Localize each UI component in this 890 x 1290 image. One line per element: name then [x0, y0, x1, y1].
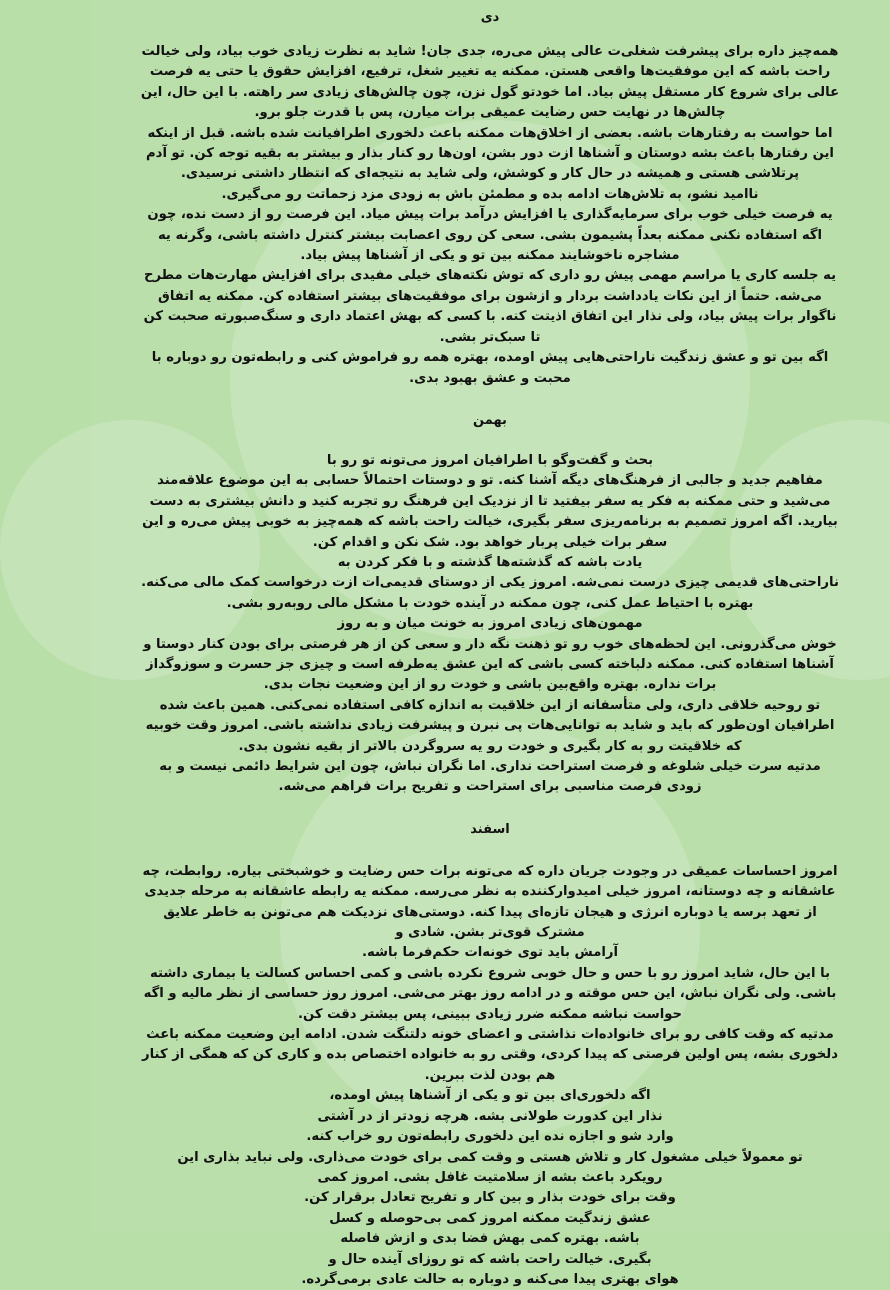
month-title: بهمن	[473, 412, 507, 428]
paragraph: باشه. بهتره کمی بهش فضا بدی و ازش فاصله	[340, 1231, 640, 1247]
paragraph: مهمون‌های زیادی امروز به خونت میان و به روز	[337, 616, 643, 632]
section-bahman	[140, 411, 840, 798]
paragraph: رویکرد باعث بشه از سلامتیت غافل بشی. امروز کمی	[317, 1169, 663, 1185]
section-esfand	[140, 820, 840, 1290]
paragraph: بحث و گفت‌وگو با اطرافیان امروز می‌تونه تو رو با	[326, 452, 654, 468]
paragraph: آرامش باید توی خونه‌ات حکم‌فرما باشه.	[361, 945, 619, 961]
paragraph: مدتیه که وقت کافی رو برای خانواده‌ات نذاشتی و اعضای خونه دلتنگت شدن. ادامه این وضعیت ممکنه باعث دلخوری بشه، پس اولین فرصتی که پیدا کردی، وقتی رو به خانواده اختصاص بده و کاری کن که همگی از کنار هم بودن لذت ببرین.	[142, 1027, 838, 1083]
paragraph: امروز احساسات عمیقی در وجودت جریان داره که می‌تونه برات حس رضایت و خوشبختی بیاره. روابطت، چه عاشقانه و چه دوستانه، امروز خیلی امیدوارکننده به نظر می‌رسه. ممکنه یه رابطه عاشقانه به مرحله جدیدی از تعهد برسه یا دوباره انرژی و هیجان تازه‌ای پیدا کنه. دوستی‌های نزدیکت هم می‌تونن به خاطر علایق مشترک قوی‌تر بشن. شادی و	[142, 863, 838, 941]
paragraph: اگه دلخوری‌ای بین تو و یکی از آشناها پیش اومده،	[329, 1088, 651, 1104]
paragraph: اگه بین تو و عشق زندگیت ناراحتی‌هایی پیش اومده، بهتره همه رو فراموش کنی و رابطه‌تون رو دوباره با محبت و عشق بهبود بدی.	[151, 350, 829, 386]
paragraph: خوش می‌گذرونی. این لحظه‌های خوب رو تو ذهنت نگه دار و سعی کن از هر فرصتی برای بودن کنار دوستا و آشناها استفاده کنی. ممکنه دلباخته کسی باشی که این عشق یه‌طرفه است و چیزی جز حسرت و سوزوگداز برات نداره. بهتره واقع‌بین باشی و خودت رو از این وضعیت نجات بدی.	[143, 636, 837, 693]
paragraph: عشق زندگیت ممکنه امروز کمی بی‌حوصله و کسل	[329, 1210, 651, 1226]
paragraph: نذار این کدورت طولانی بشه. هرچه زودتر از در آشتی	[317, 1108, 663, 1124]
paragraph: همه‌چیز داره برای پیشرفت شغلی‌ت عالی پیش می‌ره، جدی جان! شاید به نظرت زیادی خوب بیاد، ولی خیالت راحت باشه که این موفقیت‌ها واقعی هستن. ممکنه یه تغییر شغل، ترفیع، افزایش حقوق یا حتی یه فرصت عالی برای شروع کار مستقل پیش بیاد. اما خودتو گول نزن، چون چالش‌های زیادی سر راهته. با این حال، این چالش‌ها در نهایت حس رضایت عمیقی برات میارن، پس با قدرت جلو برو.	[140, 44, 840, 121]
horoscope-text	[140, 8, 840, 1290]
paragraph: یه جلسه کاری یا مراسم مهمی پیش رو داری که توش نکته‌های خیلی مفیدی برای افزایش مهارت‌هات مطرح می‌شه. حتماً از این نکات یادداشت بردار و ازشون برای موفقیت‌های بیشتر استفاده کن. ممکنه یه اتفاق ناگوار برات پیش بیاد، ولی نذار این اتفاق اذیتت کنه. با کسی که بهش اعتماد داری و سنگ‌صبورته صحبت کن تا سبک‌تر بشی.	[143, 268, 837, 345]
paragraph: اما حواست به رفتارهات باشه. بعضی از اخلاق‌هات ممکنه باعث دلخوری اطرافیانت شده باشه. قبل از اینکه این رفتارها باعث بشه دوستان و آشناها ازت دور بشن، اون‌ها رو کنار بذار و بیشتر به بقیه توجه کن. تو آدم پرتلاشی هستی و همیشه در حال کار و کوشش، ولی شاید به نتیجه‌ای که انتظار داشتی نرسیدی.	[146, 125, 834, 182]
section-dey	[140, 8, 840, 389]
month-title: دی	[480, 10, 500, 25]
paragraph: ناامید نشو، به تلاش‌هات ادامه بده و مطمئن باش به زودی مزد زحماتت رو می‌گیری.	[221, 186, 759, 202]
paragraph: تو روحیه خلاقی داری، ولی متأسفانه از این خلاقیت به اندازه کافی استفاده نمی‌کنی. همین باعث شده اطرافیان اون‌طور که باید و شاید به توانایی‌هات پی نبرن و پیشرفت زیادی نداشته باشی. امروز وقت خوبیه که خلاقیتت رو به کار بگیری و خودت رو یه سروگردن بالاتر از بقیه نشون بدی.	[145, 697, 835, 754]
month-title: اسفند	[470, 821, 510, 837]
paragraph: ناراحتی‌های قدیمی چیزی درست نمی‌شه. امروز یکی از دوستای قدیمی‌ات ازت درخواست کمک مالی می‌کنه. بهتره با احتیاط عمل کنی، چون ممکنه در آینده خودت با مشکل مالی روبه‌رو بشی.	[141, 575, 839, 611]
paragraph: وقت برای خودت بذار و بین کار و تفریح تعادل برقرار کن.	[304, 1190, 676, 1206]
paragraph: بگیری. خیالت راحت باشه که تو روزای آینده حال و	[328, 1251, 652, 1267]
paragraph: تو معمولاً خیلی مشغول کار و تلاش هستی و وقت کمی برای خودت می‌ذاری. ولی نباید بذاری این	[177, 1149, 803, 1165]
paragraph: با این حال، شاید امروز رو با حس و حال خوبی شروع نکرده باشی و کمی احساس کسالت یا بیماری داشته باشی. ولی نگران نباش، این حس موقته و در ادامه روز بهتر می‌شی. امروز روز حساسی از نظر مالیه و اگه حواست نباشه ممکنه ضرر زیادی ببینی، پس بیشتر دقت کن.	[143, 965, 837, 1022]
paragraph: مدتیه سرت خیلی شلوغه و فرصت استراحت نداری. اما نگران نباش، چون این شرایط دائمی نیست و به زودی فرصت مناسبی برای استراحت و تفریح برات فراهم می‌شه.	[159, 759, 821, 795]
paragraph: یه فرصت خیلی خوب برای سرمایه‌گذاری یا افزایش درآمد برات پیش میاد. این فرصت رو از دست نده، چون اگه استفاده نکنی ممکنه بعداً پشیمون بشی. سعی کن روی اعصابت بیشتر کنترل داشته باشی، وگرنه یه مشاجره ناخوشایند ممکنه بین تو و یکی از آشناها پیش بیاد.	[147, 207, 833, 264]
paragraph: یادت باشه که گذشته‌ها گذشته و با فکر کردن به	[337, 554, 643, 570]
paragraph: وارد شو و اجازه نده این دلخوری رابطه‌تون رو خراب کنه.	[306, 1129, 674, 1145]
paragraph: هوای بهتری پیدا می‌کنه و دوباره به حالت عادی برمی‌گرده.	[301, 1271, 679, 1287]
paragraph: مفاهیم جدید و جالبی از فرهنگ‌های دیگه آشنا کنه. تو و دوستات احتمالاً حسابی به این موضوع علاقه‌مند می‌شید و حتی ممکنه به فکر یه سفر بیفتید تا از نزدیک این فرهنگ رو تجربه کنید و دانش بیشتری به دست بیارید. اگه امروز تصمیم به برنامه‌ریزی سفر بگیری، خیالت راحت باشه که همه‌چیز به خوبی پیش می‌ره و این سفر برات خیلی پربار خواهد بود. شک نکن و اقدام کن.	[142, 473, 838, 550]
horoscope-page	[90, 0, 890, 1287]
